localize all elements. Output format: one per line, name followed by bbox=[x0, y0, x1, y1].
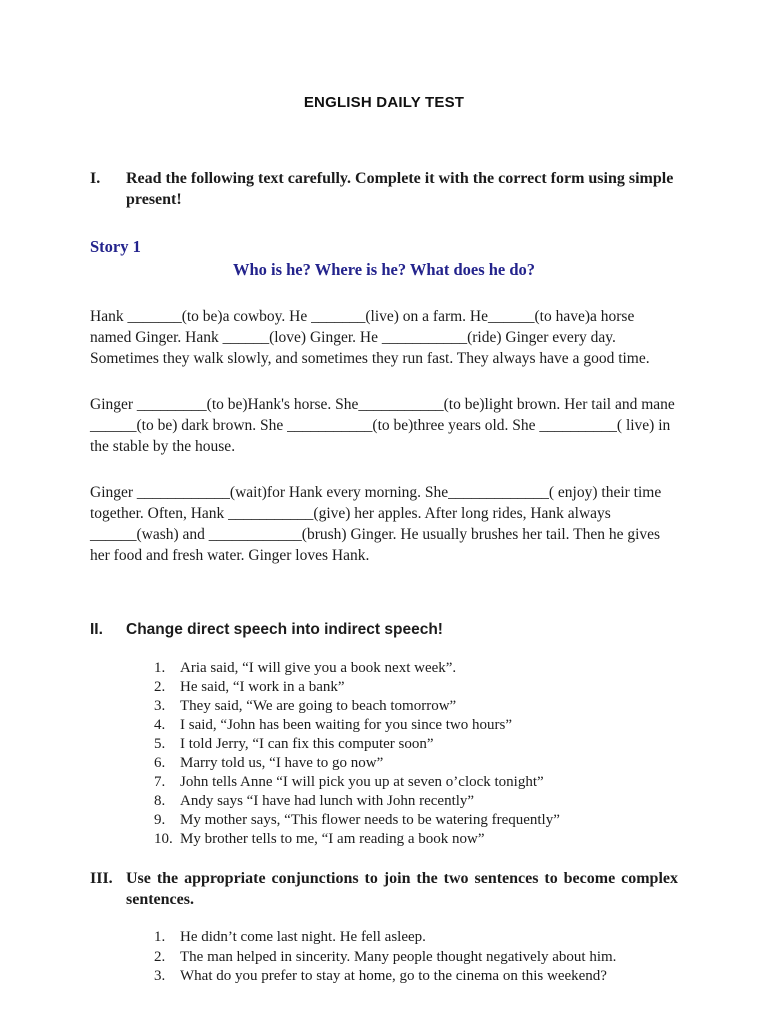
section-1 bbox=[90, 168, 678, 210]
item-text: What do you prefer to stay at home, go to the cinema on this weekend? bbox=[180, 968, 607, 984]
speech-item bbox=[154, 773, 678, 792]
item-number: 6. bbox=[154, 755, 166, 771]
item-text: I said, “John has been waiting for you since two hours” bbox=[180, 717, 513, 733]
speech-item bbox=[154, 716, 678, 735]
conjunction-item bbox=[154, 948, 678, 968]
section-1-numeral: I. bbox=[90, 170, 101, 187]
story-label: Story 1 bbox=[90, 237, 141, 256]
item-text: Andy says “I have had lunch with John recently” bbox=[180, 793, 475, 809]
section-2-numeral: II. bbox=[90, 621, 103, 638]
item-text: My mother says, “This flower needs to be watering frequently” bbox=[180, 812, 560, 828]
section-3-numeral: III. bbox=[90, 870, 113, 887]
section-2-heading: Change direct speech into indirect speech! bbox=[126, 621, 443, 638]
item-number: 1. bbox=[154, 660, 166, 676]
speech-item bbox=[154, 830, 678, 849]
item-text: My brother tells to me, “I am reading a book now” bbox=[180, 831, 485, 847]
speech-item bbox=[154, 735, 678, 754]
speech-item bbox=[154, 678, 678, 697]
item-number: 10. bbox=[154, 831, 173, 847]
section-1-heading: Read the following text carefully. Complete it with the correct form using simple present! bbox=[126, 170, 674, 208]
story-paragraph-2: Ginger _________(to be)Hank's horse. She___________(to be)light brown. Her tail and mane ______(to be) dark brown. She ___________(to be)three years old. She __________( live) in the stable by the house. bbox=[90, 396, 675, 455]
speech-item bbox=[154, 792, 678, 811]
story-paragraph-3: Ginger ____________(wait)for Hank every morning. She_____________( enjoy) their time together. Often, Hank ___________(give) her apples. After long rides, Hank always ______(wash) and ____________(brush) Ginger. He usually brushes her tail. Then he gives her food and fresh water. Ginger loves Hank. bbox=[90, 484, 662, 564]
item-number: 3. bbox=[154, 968, 166, 984]
conjunction-list bbox=[154, 928, 678, 987]
item-number: 1. bbox=[154, 929, 166, 945]
item-text: The man helped in sincerity. Many people thought negatively about him. bbox=[180, 948, 617, 965]
speech-item bbox=[154, 754, 678, 773]
item-text: Aria said, “I will give you a book next week”. bbox=[180, 660, 457, 676]
item-number: 2. bbox=[154, 679, 166, 695]
direct-speech-list bbox=[154, 659, 678, 849]
speech-item bbox=[154, 659, 678, 678]
item-number: 8. bbox=[154, 793, 166, 809]
item-number: 4. bbox=[154, 717, 166, 733]
speech-item bbox=[154, 811, 678, 830]
story-subtitle: Who is he? Where is he? What does he do? bbox=[232, 260, 536, 279]
item-number: 2. bbox=[154, 948, 166, 965]
item-text: They said, “We are going to beach tomorrow” bbox=[180, 698, 457, 714]
item-text: John tells Anne “I will pick you up at seven o’clock tonight” bbox=[180, 774, 544, 790]
item-number: 7. bbox=[154, 774, 166, 790]
item-text: Marry told us, “I have to go now” bbox=[180, 755, 384, 771]
story-paragraph-1: Hank _______(to be)a cowboy. He _______(live) on a farm. He______(to have)a horse named Ginger. Hank ______(love) Ginger. He ___________(ride) Ginger every day. Sometimes they walk slowly, and sometimes they run fast. They always have a good time. bbox=[90, 308, 650, 367]
item-text: He said, “I work in a bank” bbox=[180, 679, 345, 695]
section-2 bbox=[90, 620, 678, 640]
item-number: 3. bbox=[154, 698, 166, 714]
item-text: He didn’t come last night. He fell asleep. bbox=[180, 929, 426, 945]
item-text: I told Jerry, “I can fix this computer soon” bbox=[180, 736, 434, 752]
conjunction-item bbox=[154, 928, 678, 948]
section-3 bbox=[90, 868, 678, 910]
item-number: 5. bbox=[154, 736, 166, 752]
conjunction-item bbox=[154, 967, 678, 987]
item-number: 9. bbox=[154, 812, 166, 828]
document-title: ENGLISH DAILY TEST bbox=[303, 94, 465, 111]
section-3-heading: Use the appropriate conjunctions to join the two sentences to become complex sentences. bbox=[126, 870, 678, 908]
speech-item bbox=[154, 697, 678, 716]
